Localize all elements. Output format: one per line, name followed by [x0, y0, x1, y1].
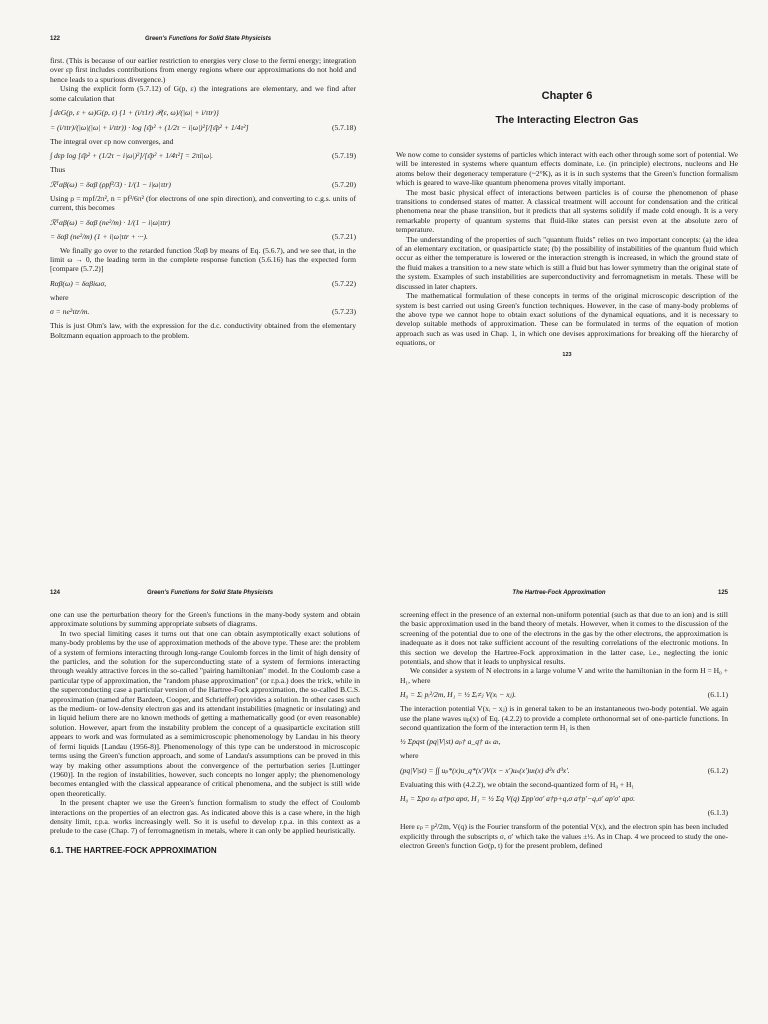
- equation-body: Rαβ(ω) = δαβiωσ,: [50, 278, 107, 288]
- running-header: [50, 36, 356, 42]
- paragraph: Using the explicit form (5.7.12) of G(p, ε) the integrations are elementary, and we find after some calculation that: [50, 84, 356, 103]
- page-122: [0, 0, 384, 512]
- paragraph: first. (This is because of our earlier restriction to energies very close to the fermi energy; integration over εp first includes contributions from energy regions where our approximations do not hold and hence leads to a spurious divergence.): [50, 56, 356, 84]
- equation-body: ∫ dεG(p, ε + ω)G(p, ε) {1 + (i/τ1r) 𝒫(ε, ω)/(|ω| + i/τtr)}: [50, 108, 219, 118]
- page-123: [384, 0, 768, 512]
- equation-body: = δαβ (ne²/m) (1 + i|ω|τtr + ···).: [50, 231, 148, 241]
- equation-number: (6.1.3): [707, 808, 728, 818]
- equation-body: σ = ne²τtr/m.: [50, 307, 90, 317]
- equation-body: = (i/τtr)/(|ω|(|ω| + i/τtr)) · log [ε̄p² + (1/2τ − i|ω|)²]/[ε̄p² + 1/4τ²]: [50, 123, 249, 133]
- paragraph: We now come to consider systems of particles which interact with each other through some sort of potential. We will be interested in systems where quantum effects dominate, i.e. (in principle) electrons, nucleons and He atoms below their degeneracy temperature (~2°K), as it is in such systems that the Green's function formalism which is geared to wave-like quantum phenomena proves vitally important.: [396, 150, 738, 188]
- paragraph: Using ρ = mpf/2π², n = pf³/6π² (for electrons of one spin direction), and converting to c.g.s. units of current, this becomes: [50, 193, 356, 213]
- equation: [50, 180, 356, 189]
- equation-number: (5.7.20): [331, 179, 356, 189]
- equation: [50, 218, 356, 227]
- page-125: [384, 512, 768, 1024]
- equation: [400, 737, 728, 746]
- page-number: 124: [50, 590, 61, 596]
- paragraph: We finally go over to the retarded function ℛαβ by means of Eq. (5.6.7), and we see that, in the limit ω → 0, the leading term in the complete response function (5.6.16) has the expected form [compare (5.7.2)]: [50, 245, 356, 274]
- equation-number: (5.7.18): [331, 123, 356, 133]
- equation: [50, 151, 356, 160]
- equation: [50, 108, 356, 118]
- equation-body: H₀ = Σpσ εₚ a†pσ apσ, H₁ = ½ Σq V(q) Σpp′σσ′ a†p+q,σ a†p′−q,σ′ ap′σ′ apσ.: [400, 794, 635, 804]
- section-heading: 6.1. THE HARTREE-FOCK APPROXIMATION: [50, 845, 217, 855]
- paragraph: In two special limiting cases it turns out that one can obtain asymptotically exact solutions of many-body problems by the use of approximation methods of the above type. These are: the problem of a system of fermions interacting through long-range Coulomb forces in the limit of high density of the particles, and the solution for the superconducting state of a system of fermions interacting through weakly attractive forces in the so-called "pairing hamiltonian" model. In the Coulomb case a particular type of approximation, the "random phase approximation" (or r.p.a.) does the trick, while in the superconducting case a particular version of the Hartree-Fock approximation, the so-called B.C.S. approximation (named after Bardeen, Cooper, and Schrieffer) provides a solution. In other cases such as the medium- or low-density electron gas and its attendant instabilities (magnetic or insulating) and in liquid helium there are no known methods of getting a mathematically good (or even reasonable) solution. However, apart from the instability problem the concept of a quasiparticle excitation still appears to work and was formulated as a semimicroscopic phenomenology by Landau in his theory of fermi liquids [Landau (1956-8)]. Phenomenology of this type can be understood in microscopic terms using the Green's function approach, and some of Landau's assumptions can be proved in this way by making other assumptions about the convergence of the perturbation series [Luttinger (1960)]. In the region of instabilities, however, such concepts no longer apply; the phenomenology becomes entangled with the classical appearance of critical phenomena, and the subject is still wide open theoretically.: [50, 628, 360, 798]
- paragraph: The integral over εp now converges, and: [50, 137, 174, 147]
- equation: [50, 279, 356, 288]
- equation-body: ∫ dεp log [ε̄p² + (1/2τ − i|ω|)²]/[ε̄p² + 1/4τ²] = 2πi|ω|.: [50, 151, 214, 161]
- paragraph: The interaction potential V(xᵢ − xⱼ) is in general taken to be an instantaneous two-body potential. We again use the plane waves uₚ(x) of Eq. (4.2.2) to provide a complete orthonormal set of one-particle functions. In second quantization the form of the interaction term H₁ is then: [400, 704, 728, 733]
- equation-body: (pq|V|st) = ∫∫ uₚ*(x)u_q*(x′)V(x − x′)uₛ(x′)uₜ(x) d³x d³x′.: [400, 765, 570, 775]
- paragraph: where: [400, 751, 419, 761]
- paragraph: Here εₚ = p²/2m, V(q) is the Fourier transform of the potential V(x), and the electron spin has been included explicitly through the subscripts σ, σ′ which take the values ±½. As in Chap. 4 we proceed to study the one-electron Green's function Gσ(p, t) for the present problem, defined: [400, 822, 728, 851]
- equation: [50, 307, 356, 316]
- paragraph: screening effect in the presence of an external non-uniform potential (such as that due to an ion) and is still the basic approximation used in the band theory of metals. However, when it comes to the discussion of the screening of the potential due to one of the electrons in the gas by the other electrons, the approximation is inadequate as it does not take sufficient account of the resulting correlations of the electronic motions. In this section we develop the Hartree-Fock approximation in the latter case, i.e., neglecting the ionic potentials, and show that it leads to unphysical results.: [400, 610, 728, 667]
- running-title: Green's Functions for Solid State Physicists: [144, 36, 272, 42]
- page-number: 125: [717, 590, 728, 596]
- chapter-title: The Interacting Electron Gas: [495, 114, 639, 126]
- chapter-label: Chapter 6: [541, 90, 593, 102]
- paragraph: In the present chapter we use the Green's function formalism to study the effect of Coulomb interactions on the properties of an electron gas. As indicated above this is a case where, in the high density limit, r.p.a. works increasingly well. So it is useful to develop r.p.a. in this context as a prelude to the case (Chap. 7) of ferromagnetism in metals, where it can only be applied heuristically.: [50, 798, 360, 836]
- paragraph: This is just Ohm's law, with the expression for the d.c. conductivity obtained from the elementary Boltzmann equation approach to the problem.: [50, 321, 356, 340]
- paragraph: where: [50, 292, 69, 302]
- equation: [50, 232, 356, 241]
- paragraph: The mathematical formulation of these concepts in terms of the original microscopic description of the system is best carried out using Green's function techniques. However, in the case of many-body problems of the above type we cannot hope to obtain exact solutions of the dynamical equations, and it is necessary to develop suitable methods of approximation. These can be formulated in terms of the equation of motion approach such as was used in Chap. 1, in which one devises approximations for breaking off the hierarchy of equations, or: [396, 291, 738, 348]
- paragraph: We consider a system of N electrons in a large volume V and write the hamiltonian in the form H = H₀ + H₁, where: [400, 666, 728, 685]
- running-header: [50, 590, 360, 596]
- equation-body: ℛᵀαβ(ω) = δαβ (ne²/m) · 1/(1 − i|ω|τtr): [50, 217, 171, 227]
- equation-number: (6.1.1): [707, 690, 728, 700]
- paragraph: The understanding of the properties of such "quantum fluids" relies on two important concepts: (a) the idea of an elementary excitation, or quasiparticle state; (b) the possibility of instabilities of the quantum fluid which occur as either the temperature is lowered or the interaction strength is increased, in which the ground state of the fluid makes a transition to a new state which is still a fluid but has lower symmetry than the original state of the system. Examples of such instabilities are superconductivity and ferromagnetism in metals. These will be discussed in later chapters.: [396, 234, 738, 291]
- equation: [400, 690, 728, 699]
- paragraph: one can use the perturbation theory for the Green's functions in the many-body system and obtain approximate solutions by summing appropriate subsets of diagrams.: [50, 610, 360, 629]
- page-number: 123: [562, 351, 572, 358]
- page-124: [0, 512, 384, 1024]
- equation-body: ℛᵀαβ(ω) = δαβ (ρpf²/3) · 1/(1 − i|ω|τtr): [50, 179, 171, 189]
- equation: [400, 808, 728, 817]
- equation: [50, 123, 356, 132]
- page-number: 122: [50, 36, 61, 42]
- equation-number: (5.7.19): [331, 151, 356, 161]
- equation-number: (5.7.21): [331, 231, 356, 241]
- equation-body: ½ Σpqst (pq|V|st) aₚ† a_q† aₛ aₜ,: [400, 737, 501, 747]
- equation: [400, 794, 728, 803]
- running-title: Green's Functions for Solid State Physicists: [146, 590, 274, 596]
- equation-number: (5.7.22): [331, 278, 356, 288]
- paragraph: The most basic physical effect of interactions between particles is of course the phenomenon of phase transitions to condensed states of matter. A classical treatment will account for condensation and the critical phenomena near the phase transition, but it predicts that all systems solidify if made cold enough. It is a very remarkable property of quantum systems that fluid-like states can persist even at the absolute zero of temperature.: [396, 187, 738, 235]
- running-title: The Hartree-Fock Approximation: [512, 590, 606, 596]
- equation-number: (6.1.2): [707, 765, 728, 775]
- equation: [400, 766, 728, 775]
- paragraph: Thus: [50, 165, 66, 175]
- running-header: [400, 590, 728, 596]
- paragraph: Evaluating this with (4.2.2), we obtain the second-quantized form of H₀ + H₁: [400, 779, 635, 789]
- equation-number: (5.7.23): [331, 307, 356, 317]
- equation-body: H₀ = Σᵢ pᵢ²/2m, H₁ = ½ Σᵢ≠ⱼ V(xᵢ − xⱼ).: [400, 690, 517, 700]
